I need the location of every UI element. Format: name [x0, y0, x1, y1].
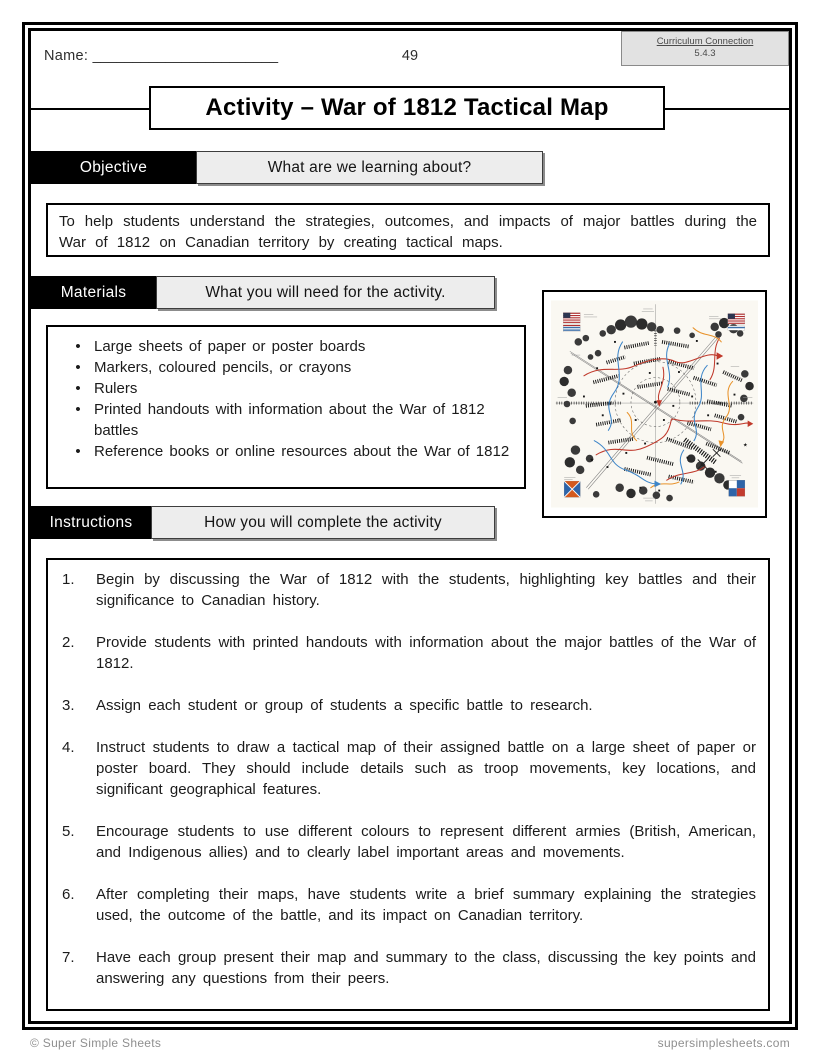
materials-list-item [62, 399, 516, 441]
curriculum-connection-box [621, 31, 789, 66]
objective-subtitle: What are we learning about? [196, 151, 543, 184]
website-text: supersimplesheets.com [657, 1036, 790, 1050]
materials-item-text: Large sheets of paper or poster boards [94, 338, 366, 355]
step-number: 7. [62, 949, 75, 966]
materials-list-item [62, 441, 516, 462]
step-number: 5. [62, 823, 75, 840]
step-text: Instruct students to draw a tactical map of their assigned battle on a large sheet of paper or poster board. They should include details such as troop movements, key locations, and significant geographical features. [96, 739, 756, 798]
instruction-step [62, 821, 768, 863]
materials-list-item [62, 336, 516, 357]
materials-subtitle: What you will need for the activity. [156, 276, 495, 309]
materials-list [62, 336, 516, 462]
svg-text:★: ★ [742, 442, 748, 449]
step-text: Provide students with printed handouts with information about the major battles of the War of 1812. [96, 634, 756, 672]
tactical-map-illustration [551, 299, 758, 509]
bullet-icon: • [75, 359, 81, 376]
step-number: 2. [62, 634, 75, 651]
us-flag-top-right-icon [728, 314, 745, 330]
instructions-list [62, 569, 768, 989]
materials-list-item [62, 357, 516, 378]
materials-list-item [62, 378, 516, 399]
objective-text-box: To help students understand the strategies, outcomes, and impacts of major battles during the War of 1812 on Canadian territory by creating tactical maps. [46, 203, 770, 257]
step-number: 6. [62, 886, 75, 903]
step-text: After completing their maps, have students write a brief summary explaining the strategies used, the outcome of the battle, and its impact on Canadian territory. [96, 886, 756, 924]
instruction-step [62, 737, 768, 800]
page-footer [30, 1036, 790, 1050]
name-label: Name: [44, 48, 89, 64]
instruction-step [62, 884, 768, 926]
quartered-flag-bottom-left-icon [564, 481, 580, 497]
worksheet-page [22, 22, 798, 1030]
us-flag-top-left-icon [563, 313, 580, 332]
step-text: Encourage students to use different colours to represent different armies (British, American, and Indigenous allies) and to clearly label important areas and movements. [96, 823, 756, 861]
materials-box [46, 325, 526, 489]
materials-item-text: Rulers [94, 380, 138, 397]
instruction-step [62, 947, 768, 989]
name-blank-line[interactable]: _______________________ [92, 48, 279, 64]
instructions-subtitle: How you will complete the activity [151, 506, 495, 539]
instructions-box [46, 558, 770, 1011]
step-text: Have each group present their map and summary to the class, discussing the key points and answering any questions from their peers. [96, 949, 756, 987]
bullet-icon: • [75, 338, 81, 355]
bullet-icon: • [75, 443, 81, 460]
page-number: 49 [401, 48, 419, 64]
step-number: 1. [62, 571, 75, 588]
svg-text:★: ★ [589, 457, 595, 464]
step-text: Assign each student or group of students a specific battle to research. [96, 697, 593, 714]
page-inner-border [28, 28, 792, 1024]
materials-item-text: Printed handouts with information about the War of 1812 battles [94, 401, 485, 439]
curriculum-code: 5.4.3 [694, 48, 716, 59]
page-title: Activity – War of 1812 Tactical Map [149, 86, 665, 130]
materials-item-text: Markers, coloured pencils, or crayons [94, 359, 352, 376]
instruction-step [62, 632, 768, 674]
tactical-map-figure [542, 290, 767, 518]
instructions-label: Instructions [31, 506, 151, 539]
materials-item-text: Reference books or online resources about the War of 1812 [94, 443, 510, 460]
step-text: Begin by discussing the War of 1812 with the students, highlighting key battles and their significance to Canadian history. [96, 571, 756, 609]
bullet-icon: • [75, 401, 81, 418]
objective-header [31, 151, 543, 184]
materials-label: Materials [31, 276, 156, 309]
step-number: 3. [62, 697, 75, 714]
bullet-icon: • [75, 380, 81, 397]
materials-header [31, 276, 495, 309]
quartered-flag-bottom-right-icon [729, 480, 745, 496]
instruction-step [62, 695, 768, 716]
instructions-header [31, 506, 495, 539]
objective-label: Objective [31, 151, 196, 184]
instruction-step [62, 569, 768, 611]
copyright-text: © Super Simple Sheets [30, 1036, 162, 1050]
step-number: 4. [62, 739, 75, 756]
curriculum-title: Curriculum Connection [656, 36, 754, 47]
